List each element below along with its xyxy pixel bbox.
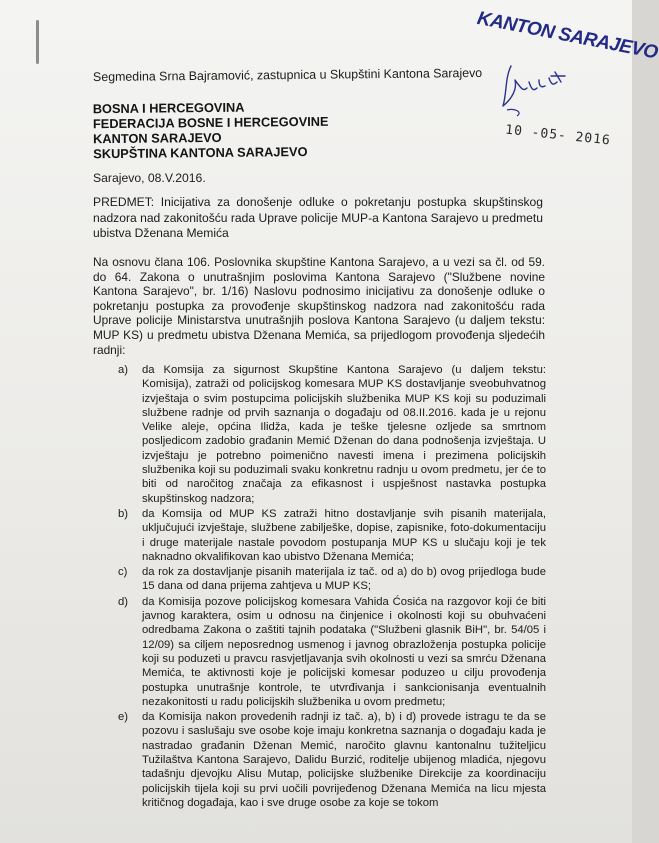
list-item-label: d) (118, 595, 129, 608)
place-and-date: Sarajevo, 08.V.2016. (93, 171, 206, 185)
kanton-sarajevo-stamp: KANTON SARAJEVO (475, 7, 659, 64)
list-item (118, 363, 546, 506)
list-item (118, 565, 546, 594)
subject-paragraph (93, 195, 543, 242)
list-item-text: da Komisija pozove policijskog komesara Vahida Ćosića na razgovor koji će biti javnog karaktera, osim u odnosu na činjenice i okolnosti koji su obuhvaćeni odredbama Zakona o zaštiti tajnih podataka ("Službeni glasnik BiH", br. 54/05 i 12/09) sa ciljem neposrednog usmenog i javnog obrazloženja postupka policije koji su poduzeti u pravcu rasvjetljavanja svih okolnosti u vezi sa smrću Dženana Memića, te aktivnosti koje je policijski komesar poduzeo u cilju provođenja postupka unutrašnje kontrole, te utvrđivanja i sankcionisanja eventualnih nezakonitosti u radu policijskih službenika u ovom predmetu; (142, 595, 546, 708)
proposed-actions-list (118, 363, 546, 811)
list-item-text: da Komisija nakon provedenih radnji iz tač. a), b) i d) provede istragu te da se pozovu i saslušaju sve osobe koje imaju konkretna saznanja o događaju kada je nastradao građanin Dženan Memić, naročito glavnu kantonalnu tužiteljicu Tužilaštva Kantona Sarajevo, Dalidu Burzić, roditelje ubijenog mladića, njegovu tadašnju djevojku Alisu Mutap, policijske službenike Direkcije za koordinaciju policijskih tijela koji su prvi uočili povrijeđenog Dženana Memića na licu mjesta kritičnog događaja, kao i sve druge osobe za koje se tokom (142, 711, 546, 809)
recipient-line: FEDERACIJA BOSNE I HERCEGOVINE (92, 113, 329, 132)
sender-line: Segmedina Srna Bajramović, zastupnica u Skupštini Kantona Sarajevo (92, 65, 483, 85)
handwritten-signature (493, 58, 573, 118)
recipient-block (93, 99, 329, 161)
subject-label: PREDMET: (93, 195, 155, 209)
list-item-label: b) (118, 507, 129, 520)
intro-paragraph: Na osnovu člana 106. Poslovnika skupštine Kantona Sarajevo, a u vezi sa čl. od 59. do 64. Zakona o unutrašnjim poslovima Kantona Sarajevo ("Službene novine Kantona Sarajevo", br. 1/16) Naslovu podnosimo inicijativu za donošenje odluke o pokretanju postupka za provođenje skupštinskog nadzora nad zakonitošću rada Uprave policije Ministarstva unutrašnjih poslova Kantona Sarajevo (u daljem tekstu: MUP KS) u predmetu ubistva Dženana Memića, sa prijedlogom provođenja sljedećih radnji: (93, 255, 545, 357)
recipient-line: SKUPŠTINA KANTONA SARAJEVO (93, 143, 308, 162)
list-item (118, 507, 546, 564)
list-item-label: e) (118, 711, 129, 724)
recipient-line: BOSNA I HERCEGOVINA (92, 99, 245, 117)
recipient-line: KANTON SARAJEVO (93, 129, 222, 147)
list-item (118, 710, 546, 810)
paper-crease-mark (36, 20, 39, 64)
list-item-text: da Komsija od MUP KS zatraži hitno dostavljanje svih pisanih materijala, uključujući izvještaje, službene zabilješke, dopise, zapisnike, foto-dokumentaciju i druge materijale nastale povodom postupanja MUP KS u slučaju koji je tek naknadno okvalifikovan kao ubistvo Dženana Memića; (142, 507, 546, 563)
list-item-label: c) (118, 566, 128, 579)
list-item-text: da Komsija za sigurnost Skupštine Kantona Sarajevo (u daljem tekstu: Komisija), zatraži od policijskog komesara MUP KS dostavljanje sveobuhvatnog izvještaja o svim postupcima policijskih službenika MUP KS koji su poduzimali službene radnje od prvih saznanja o događaju od 08.II.2016. kada je u rejonu Velike aleje, općina Ilidža, kada je teške tjelesne ozljede sa smrtnom posljedicom zadobio građanin Memić Dženan do dana podnošenja izvještaja. U izvještaju je potrebno poimenično navesti imena i prezimena policijskih službenika koji su poduzimali svaku konkretnu radnju u ovom predmetu, jer će to biti od naročitog značaja za efikasnost i uspješnost nastavka postupka skupštinskog nadzora; (142, 364, 546, 505)
list-item-text: da rok za dostavljanje pisanih materijala iz tač. od a) do b) ovog prijedloga bude 15 dana od dana prijema zahtjeva u MUP KS; (142, 566, 546, 593)
list-item (118, 595, 546, 709)
received-date-stamp: 10 -05- 2016 (504, 122, 612, 149)
list-item-label: a) (118, 364, 129, 376)
subject-text: Inicijativa za donošenje odluke o pokretanju postupka skupštinskog nadzora nad zakonitošću rada Uprave policije MUP-a Kantona Sarajevo u predmetu ubistva Dženana Memića (93, 195, 543, 240)
